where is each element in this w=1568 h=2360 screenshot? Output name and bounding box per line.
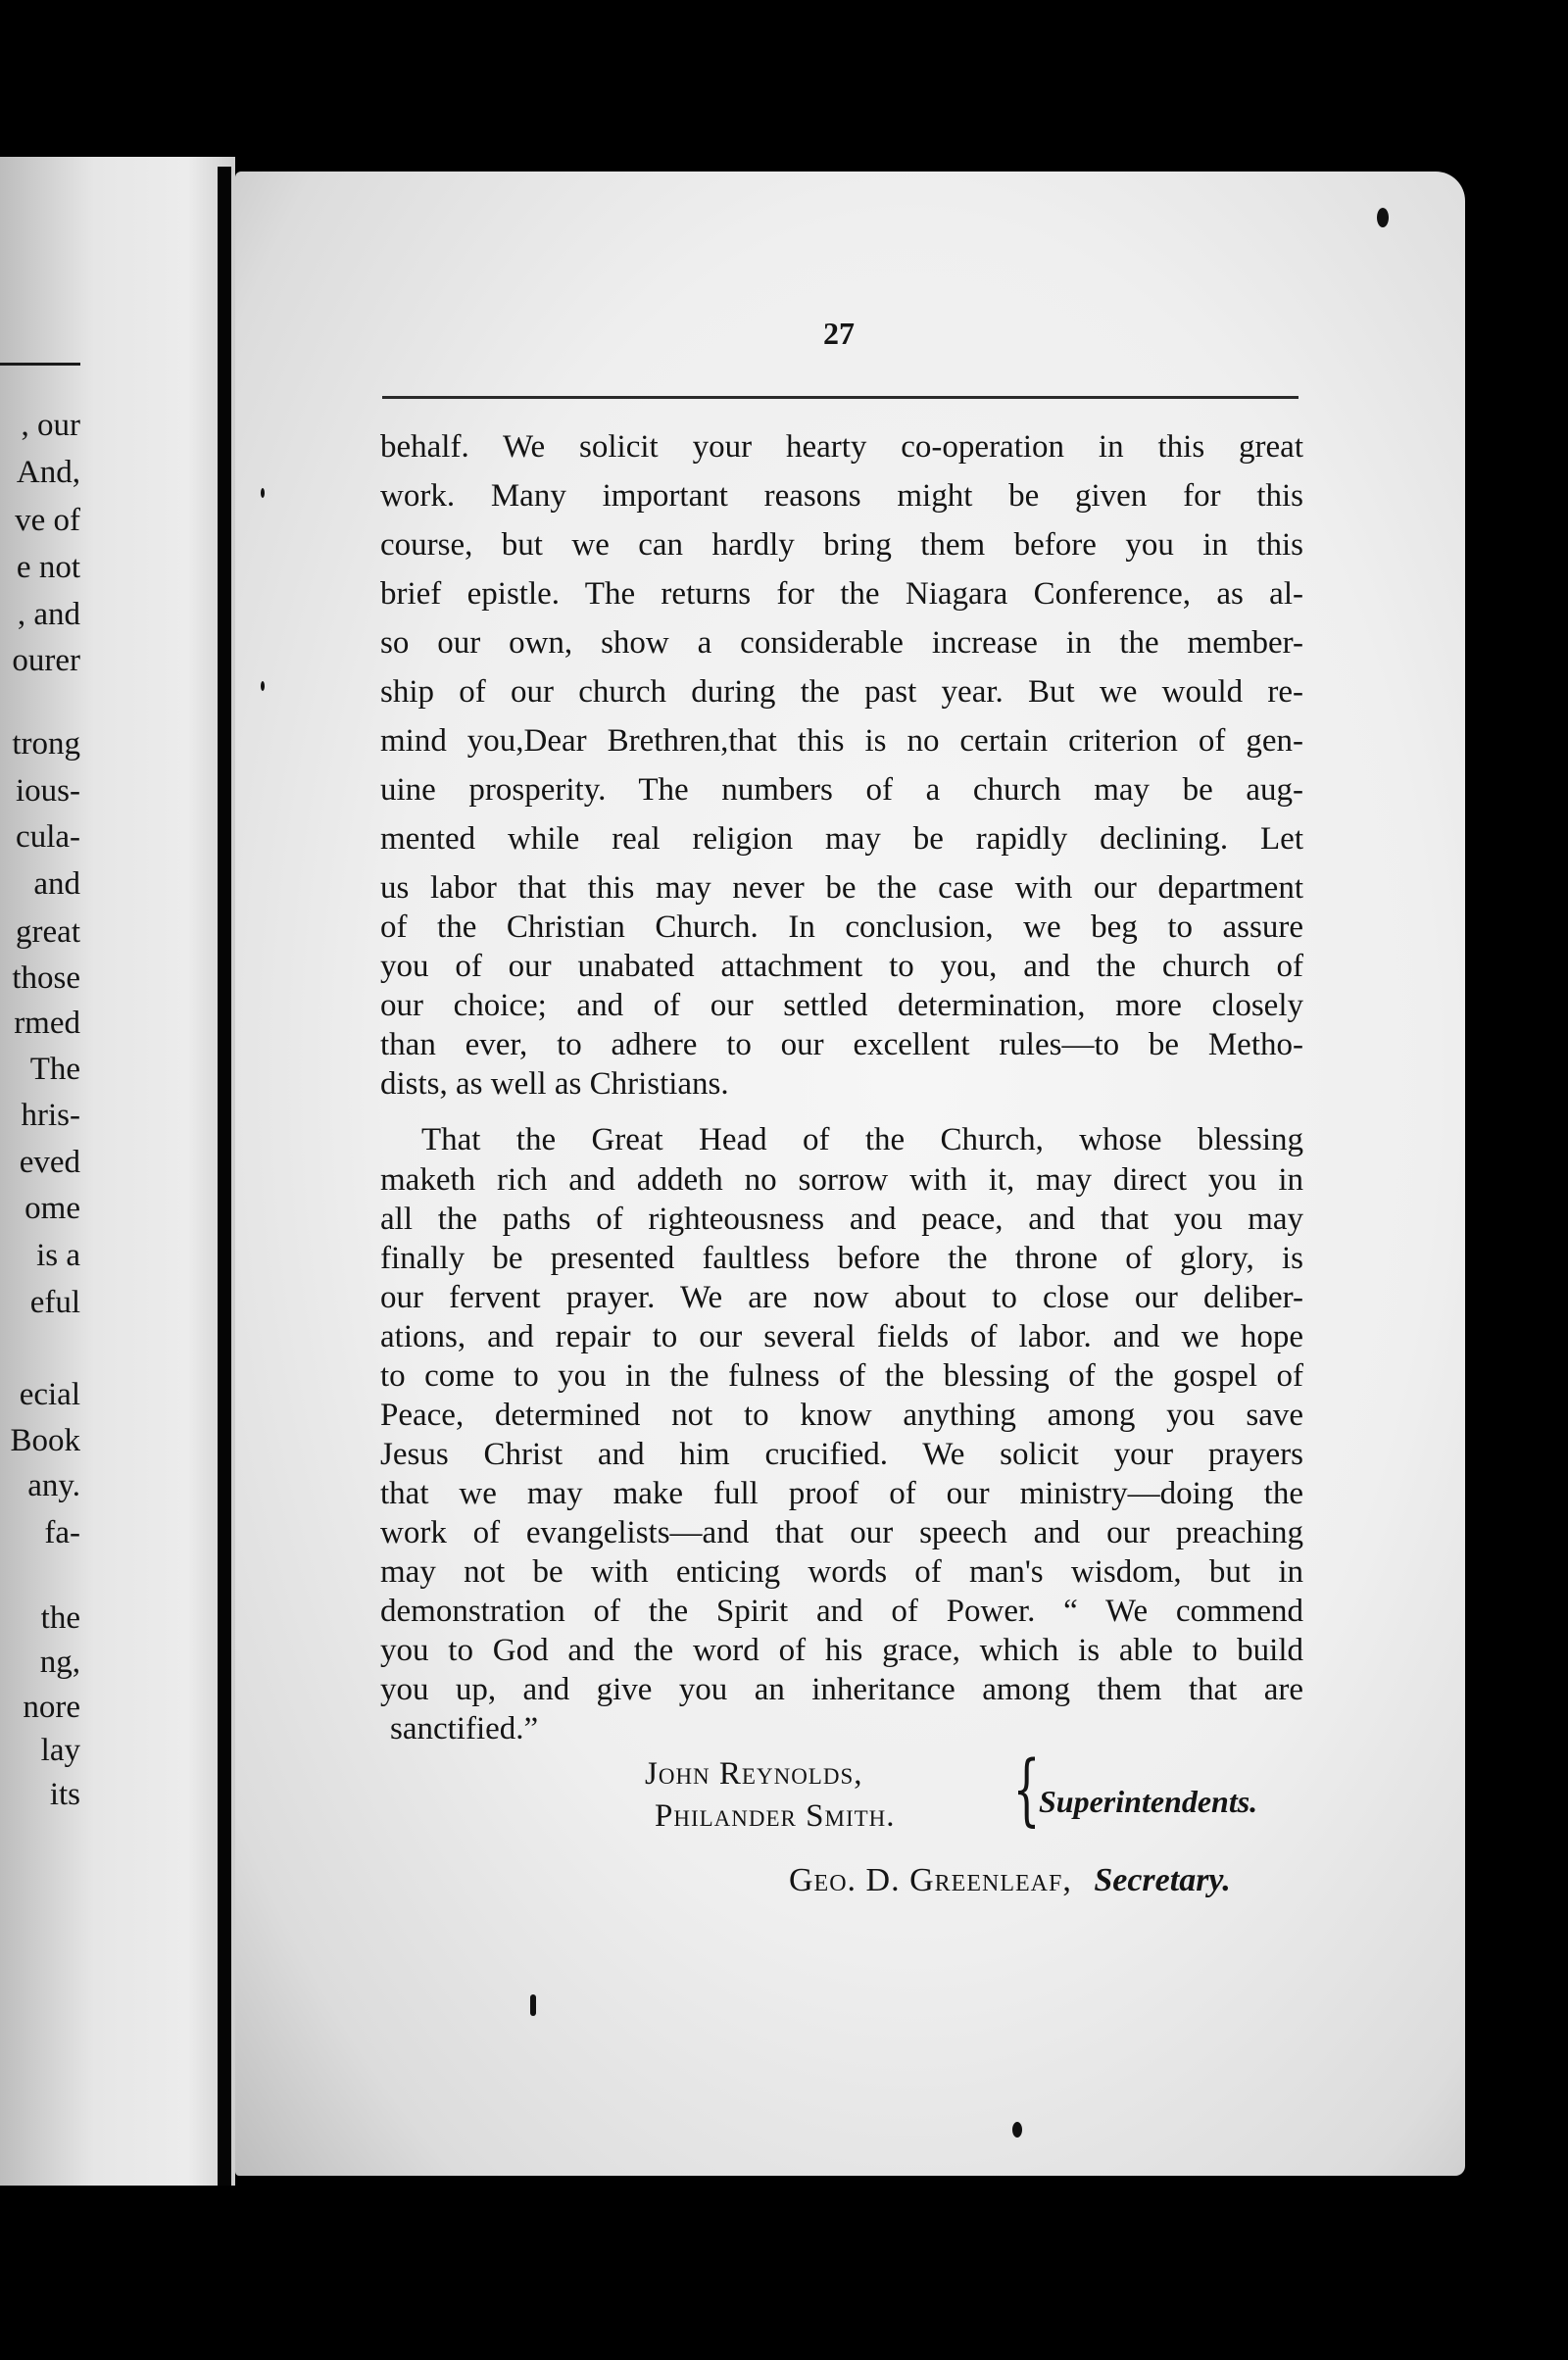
signature-name: Philander Smith. — [655, 1798, 896, 1834]
body-line: may not be with enticing words of man's wisdom, but in — [380, 1554, 1303, 1590]
previous-page-line: those — [12, 960, 80, 996]
body-line: Jesus Christ and him crucified. We solicit your prayers — [380, 1437, 1303, 1472]
body-line: course, but we can hardly bring them before you in this — [380, 527, 1303, 563]
body-line: Peace, determined not to know anything among you save — [380, 1398, 1303, 1433]
previous-page-line: cula- — [16, 819, 80, 855]
previous-page-line: , and — [17, 597, 80, 632]
previous-page-line: , our — [21, 408, 80, 443]
body-line: ship of our church during the past year. But we would re- — [380, 674, 1303, 710]
brace-symbol: { — [1012, 1744, 1041, 1835]
body-line: That the Great Head of the Church, whose blessing — [421, 1122, 1303, 1157]
previous-page-line: is a — [36, 1238, 80, 1273]
signature-name: John Reynolds, — [645, 1756, 863, 1792]
page-number: 27 — [823, 316, 855, 351]
previous-page-line: rmed — [14, 1006, 80, 1041]
body-line: that we may make full proof of our ministry—doing the — [380, 1476, 1303, 1511]
previous-page-line: hris- — [21, 1098, 80, 1133]
body-line: us labor that this may never be the case with our department — [380, 870, 1303, 906]
book-gutter — [218, 167, 231, 2186]
previous-page-line: any. — [27, 1468, 80, 1503]
body-line: our fervent prayer. We are now about to close our deliber- — [380, 1280, 1303, 1315]
scan-speck — [1012, 2122, 1022, 2138]
header-rule — [382, 396, 1298, 399]
body-line: so our own, show a considerable increase in the member- — [380, 625, 1303, 661]
previous-page-edge — [0, 157, 235, 2186]
body-line: uine prosperity. The numbers of a church may be aug- — [380, 772, 1303, 808]
body-line: of the Christian Church. In conclusion, we beg to assure — [380, 910, 1303, 945]
body-line: demonstration of the Spirit and of Power. “ We commend — [380, 1594, 1303, 1629]
previous-page-line: eful — [29, 1285, 80, 1320]
previous-page-line: trong — [12, 726, 80, 762]
scan-speck — [530, 1994, 536, 2016]
previous-page-line: ourer — [12, 643, 80, 678]
previous-page-line: e not — [16, 550, 80, 585]
previous-page-line: ecial — [19, 1377, 80, 1412]
previous-page-line: nore — [23, 1690, 80, 1725]
body-line: ations, and repair to our several fields of labor. and we hope — [380, 1319, 1303, 1354]
body-line: to come to you in the fulness of the blessing of the gospel of — [380, 1358, 1303, 1394]
previous-page-rule — [0, 363, 80, 366]
scan-speck — [261, 488, 265, 498]
previous-page-line: And, — [16, 455, 80, 490]
body-line: work. Many important reasons might be given for this — [380, 478, 1303, 514]
body-line: all the paths of righteousness and peace, and that you may — [380, 1202, 1303, 1237]
body-line: than ever, to adhere to our excellent rules—to be Metho- — [380, 1027, 1303, 1062]
body-line: finally be presented faultless before the throne of glory, is — [380, 1241, 1303, 1276]
previous-page-line: the — [40, 1600, 80, 1636]
body-line: mind you,Dear Brethren,that this is no certain criterion of gen- — [380, 723, 1303, 759]
previous-page-line: ome — [24, 1191, 80, 1226]
previous-page-line: its — [49, 1777, 80, 1812]
previous-page-line: ious- — [16, 773, 80, 809]
previous-page-line: eved — [19, 1145, 80, 1180]
previous-page-line: Book — [10, 1423, 80, 1458]
scan-speck — [261, 681, 265, 691]
secretary-name: Geo. D. Greenleaf, — [789, 1862, 1072, 1898]
previous-page-line: ng, — [39, 1645, 80, 1680]
body-line: sanctified.” — [390, 1711, 539, 1746]
body-line: brief epistle. The returns for the Niagara Conference, as al- — [380, 576, 1303, 612]
secretary-role: Secretary. — [1094, 1862, 1231, 1898]
body-line: you of our unabated attachment to you, and the church of — [380, 949, 1303, 984]
previous-page-line: fa- — [44, 1515, 80, 1550]
signature-role: Superintendents. — [1039, 1784, 1258, 1819]
body-line: maketh rich and addeth no sorrow with it, may direct you in — [380, 1162, 1303, 1198]
previous-page-line: ve of — [15, 503, 80, 538]
body-line: you to God and the word of his grace, which is able to build — [380, 1633, 1303, 1668]
body-line: you up, and give you an inheritance among them that are — [380, 1672, 1303, 1707]
secretary-line — [789, 1862, 1231, 1899]
scan-speck — [1377, 208, 1389, 227]
body-line: dists, as well as Christians. — [380, 1066, 729, 1102]
previous-page-line: and — [33, 866, 80, 902]
body-line: work of evangelists—and that our speech and our preaching — [380, 1515, 1303, 1550]
previous-page-line: great — [16, 914, 80, 950]
body-line: mented while real religion may be rapidly declining. Let — [380, 821, 1303, 857]
body-line: our choice; and of our settled determination, more closely — [380, 988, 1303, 1023]
body-line: behalf. We solicit your hearty co-operation in this great — [380, 429, 1303, 465]
previous-page-line: The — [29, 1052, 80, 1087]
previous-page-line: lay — [40, 1733, 80, 1768]
